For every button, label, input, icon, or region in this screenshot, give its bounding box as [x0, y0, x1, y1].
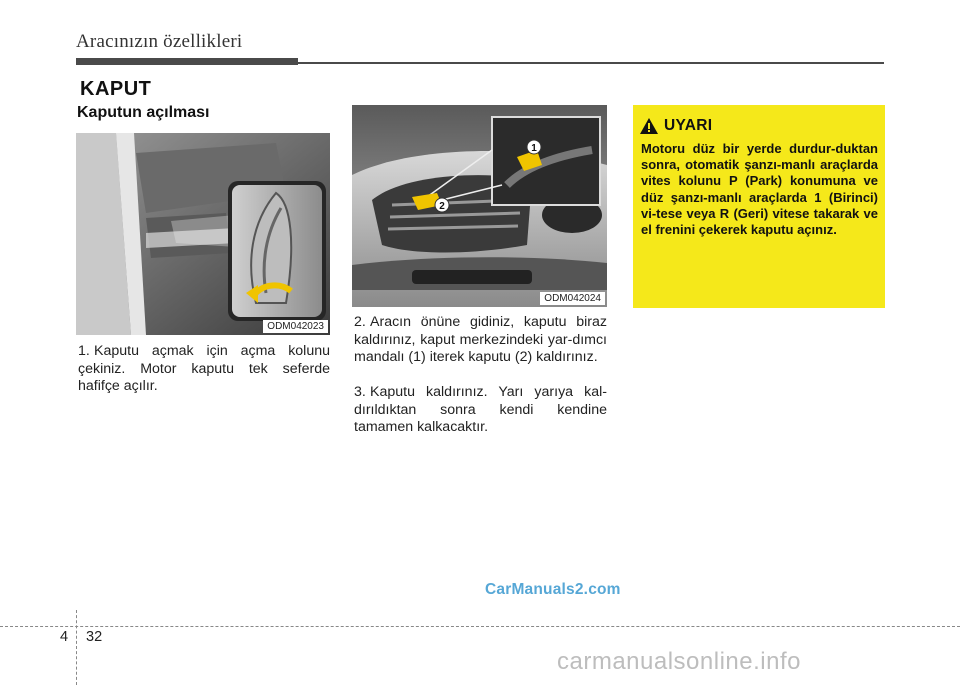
- figure-code-left: ODM042023: [263, 320, 328, 333]
- step-2-text: Aracın önüne gidiniz, kaputu biraz kaldırınız, kaput merkezindeki yar-dımcı mandalı (1) iterek kaputu (2) kaldırınız.: [354, 314, 607, 365]
- subsection-title: Kaputun açılması: [77, 104, 210, 121]
- watermark-carmanualsonline: carmanualsonline.info: [557, 648, 801, 675]
- step-2: [354, 314, 607, 367]
- warning-box: [633, 105, 885, 308]
- watermark-carmanuals2: CarManuals2.com: [485, 581, 621, 598]
- callout-2: 2: [439, 201, 445, 212]
- warning-triangle-icon: [640, 118, 658, 134]
- step-3-number: 3.: [354, 384, 366, 400]
- header-rule-thick: [76, 58, 298, 65]
- warning-body: Motoru düz bir yerde durdur-duktan sonra, otomatik şanzı-manlı araçlarda vites kolunu P (Park) konumuna ve düz şanzı-manlı araçlarda 1 (Birinci) vi-tese veya R (Geri) vitese takarak ve el frenini çekerek kaputu açınız.: [641, 141, 878, 238]
- footer-page-number: 32: [86, 629, 103, 645]
- hood-release-lever-photo: [76, 133, 330, 335]
- step-1-number: 1.: [78, 343, 90, 359]
- warning-header: [640, 117, 712, 135]
- chapter-title: Aracınızın özellikleri: [76, 31, 243, 52]
- figure-code-right: ODM042024: [540, 292, 605, 305]
- section-title: KAPUT: [80, 78, 152, 100]
- footer-chapter-number: 4: [60, 629, 69, 645]
- warning-title: UYARI: [664, 117, 713, 134]
- header-rule-thin: [298, 62, 884, 64]
- step-1-text: Kaputu açmak için açma kolunu çekiniz. Motor kaputu tek seferde hafifçe açılır.: [78, 343, 330, 394]
- callout-1: 1: [531, 143, 537, 154]
- vehicle-front-latch-photo: [352, 105, 607, 307]
- step-3: [354, 384, 607, 437]
- footer-vertical-divider: [76, 610, 77, 685]
- step-1: [78, 343, 330, 396]
- step-2-number: 2.: [354, 314, 366, 330]
- step-3-text: Kaputu kaldırınız. Yarı yarıya kal-dırıldıktan sonra kendi kendine tamamen kalkacaktır.: [354, 384, 607, 435]
- footer-divider: [0, 626, 960, 627]
